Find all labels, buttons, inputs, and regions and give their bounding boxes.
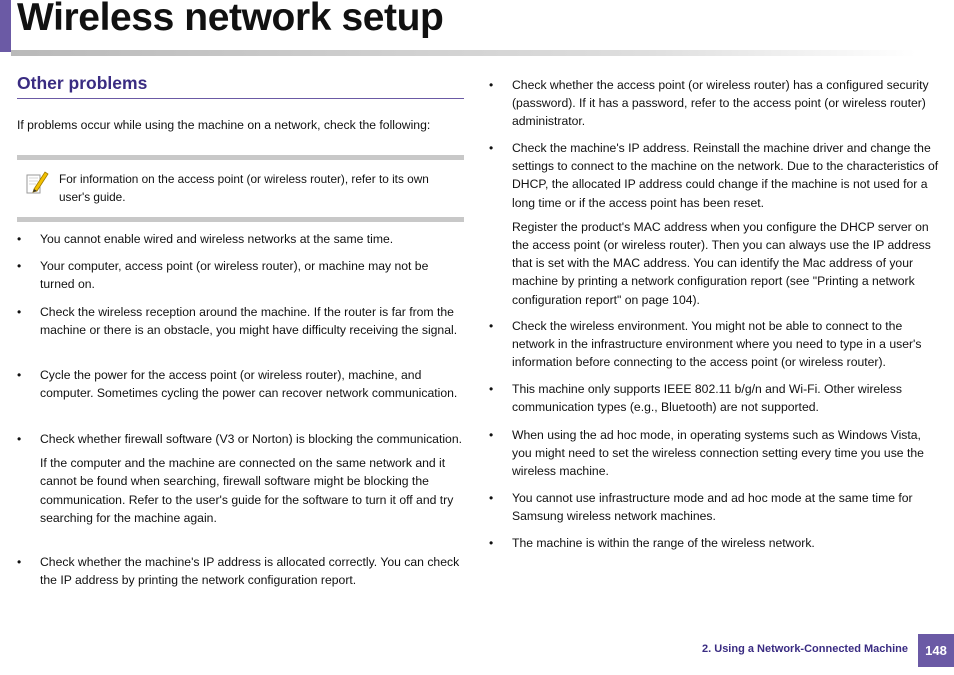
list-item-text: Check whether firewall software (V3 or Norton) is blocking the communication. xyxy=(40,432,462,446)
bullet-marker: • xyxy=(489,141,494,155)
bullet-marker: • xyxy=(489,382,494,396)
list-item-text: You cannot enable wired and wireless networks at the same time. xyxy=(40,232,394,246)
list-item xyxy=(489,489,939,525)
bullet-marker: • xyxy=(489,319,494,333)
list-item xyxy=(17,230,464,248)
bullet-marker: • xyxy=(489,78,494,92)
bullet-marker: • xyxy=(17,432,22,446)
bullet-marker: • xyxy=(17,555,22,569)
note-text: For information on the access point (or wireless router), refer to its own user's guide. xyxy=(59,172,429,204)
list-item xyxy=(489,534,939,552)
list-item xyxy=(489,76,939,131)
note-box xyxy=(17,155,464,222)
list-item xyxy=(489,139,939,309)
bullet-marker: • xyxy=(17,232,22,246)
footer-chapter-label: 2. Using a Network-Connected Machine xyxy=(702,643,908,655)
list-item xyxy=(17,553,464,589)
list-item-text: When using the ad hoc mode, in operating systems such as Windows Vista, you might need to set the wireless connection setting every time you use the wireless machine. xyxy=(512,428,924,479)
bullet-marker: • xyxy=(17,259,22,273)
bullet-marker: • xyxy=(489,428,494,442)
list-item xyxy=(17,257,464,293)
list-item-subparagraph: If the computer and the machine are connected on the same network and it cannot be found when searching, firewall software might be blocking the communication. Refer to the user's guide for the software to turn it off and try searching for the machine again. xyxy=(40,456,454,525)
page-number: 148 xyxy=(918,634,954,667)
list-item-text: Check the machine's IP address. Reinstall the machine driver and change the settings to connect to the machine on the network. Due to the characteristics of DHCP, the allocated IP address could change if the machine is not used for a long time or if the access point has been reset. xyxy=(512,141,939,210)
list-item xyxy=(489,426,939,481)
intro-paragraph: If problems occur while using the machine on a network, check the following: xyxy=(17,118,431,132)
list-item xyxy=(489,317,939,372)
bullet-marker: • xyxy=(17,305,22,319)
list-item-text: Check the wireless environment. You might not be able to connect to the network in the infrastructure environment where you need to type in a user's information before connecting to the access point (or wireless router). xyxy=(512,319,922,370)
list-item-text: You cannot use infrastructure mode and ad hoc mode at the same time for Samsung wireless network machines. xyxy=(512,491,913,524)
list-item-text: Check the wireless reception around the machine. If the router is far from the machine or there is an obstacle, you might have difficulty receiving the signal. xyxy=(40,305,458,338)
title-divider xyxy=(11,50,916,56)
bullet-marker: • xyxy=(489,491,494,505)
page-title: Wireless network setup xyxy=(17,0,444,39)
list-item-text: The machine is within the range of the wireless network. xyxy=(512,536,815,550)
bullet-marker: • xyxy=(489,536,494,550)
list-item-text: Check whether the access point (or wireless router) has a configured security (password). If it has a password, refer to the access point (or wireless router) administrator. xyxy=(512,78,929,129)
section-heading: Other problems xyxy=(17,74,464,99)
list-item-text: Check whether the machine's IP address is allocated correctly. You can check the IP address by printing the network configuration report. xyxy=(40,555,460,588)
list-item-text: Your computer, access point (or wireless router), or machine may not be turned on. xyxy=(40,259,429,292)
list-item xyxy=(17,430,464,527)
bullet-marker: • xyxy=(17,368,22,382)
list-item-text: This machine only supports IEEE 802.11 b/g/n and Wi-Fi. Other wireless communication types (e.g., Bluetooth) are not supported. xyxy=(512,382,902,415)
list-item xyxy=(17,303,464,339)
list-item-subparagraph: Register the product's MAC address when you configure the DHCP server on the access point (or wireless router). Then you can always use the IP address that is set with the MAC address. You can identify the Mac address of your machine by printing a network configuration report (see "Printing a network configuration report" on page 104). xyxy=(512,219,931,307)
list-item xyxy=(489,380,939,416)
header-accent-bar xyxy=(0,0,11,52)
pencil-note-icon xyxy=(25,169,49,195)
list-item xyxy=(17,366,464,402)
list-item-text: Cycle the power for the access point (or wireless router), machine, and computer. Sometimes cycling the power can recover network communication. xyxy=(40,368,458,401)
